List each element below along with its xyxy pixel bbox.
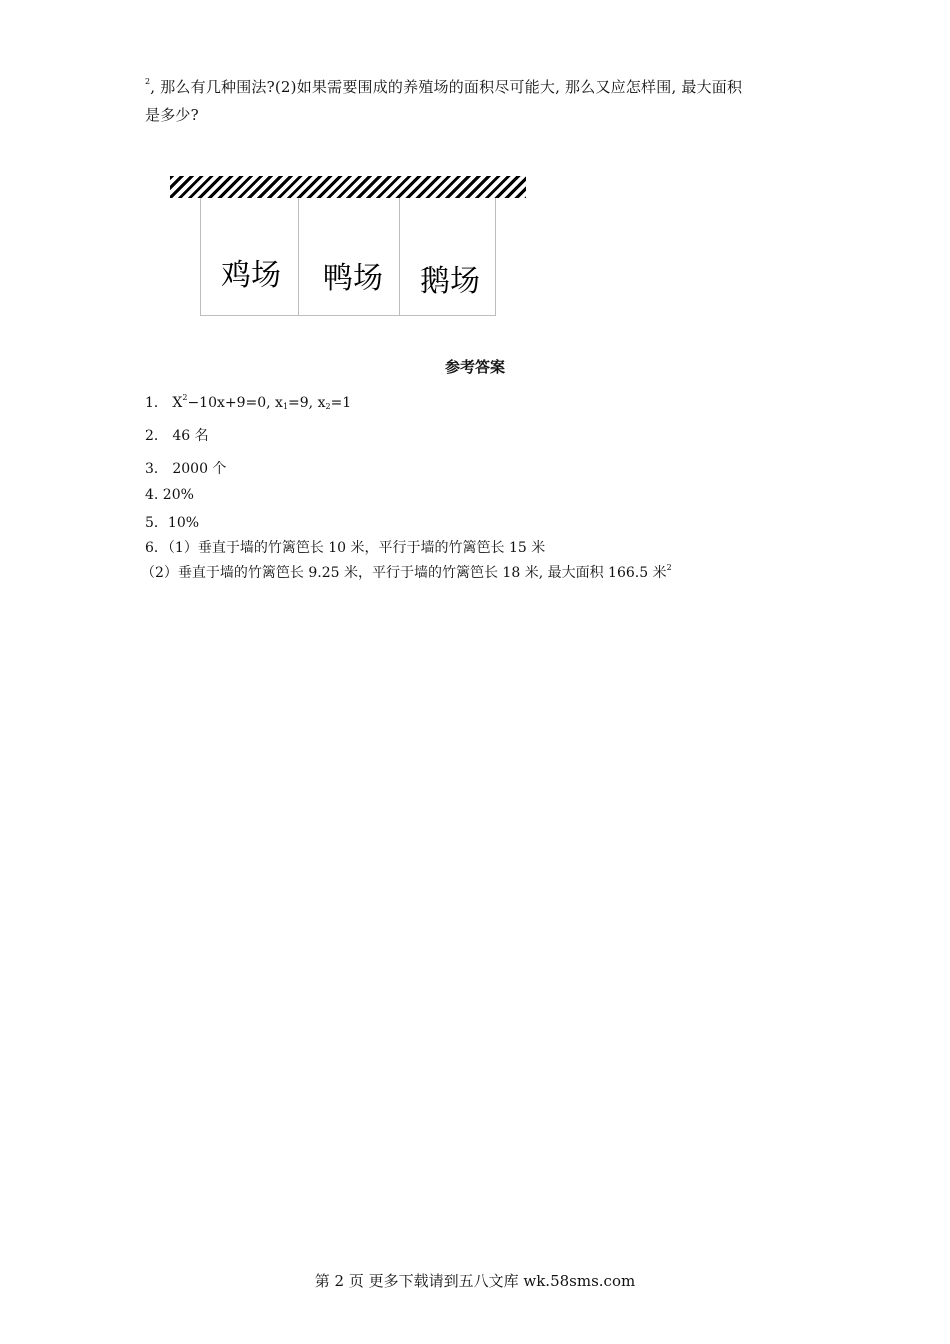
question-line-1: , 那么有几种围法?(2)如果需要围成的养殖场的面积尽可能大, 那么又应怎样围, 最大面积 bbox=[150, 78, 743, 96]
pen-label-chicken: 鸡场 bbox=[221, 258, 281, 293]
pen-label-duck: 鸭场 bbox=[323, 261, 383, 296]
pen-duck bbox=[299, 198, 400, 315]
pens-diagram bbox=[200, 198, 496, 316]
question-line-2: 是多少? bbox=[145, 106, 199, 124]
answers-title: 参考答案 bbox=[444, 358, 505, 376]
answer-1-eq-c: =9, x bbox=[288, 395, 326, 411]
answer-6-part-2-text: （2）垂直于墙的竹篱笆长 9.25 米，平行于墙的竹篱笆长 18 米, 最大面积 166.5 米 bbox=[141, 565, 667, 581]
pen-chicken bbox=[201, 198, 299, 315]
pen-goose bbox=[400, 198, 497, 315]
answer-1-eq-a: X bbox=[172, 395, 183, 411]
page-footer: 第 2 页 更多下载请到五八文库 wk.58sms.com bbox=[314, 1272, 636, 1290]
question-text bbox=[145, 68, 825, 129]
wall-hatch bbox=[170, 176, 526, 198]
answer-1 bbox=[145, 392, 351, 412]
answer-5: 5．10% bbox=[145, 515, 200, 531]
answer-6-part-2 bbox=[141, 562, 672, 582]
answer-2: 2． 46 名 bbox=[145, 428, 209, 444]
superscript-2: 2 bbox=[145, 77, 151, 86]
answer-1-number: 1． bbox=[145, 395, 168, 411]
answer-1-eq-b: −10x+9=0, x bbox=[187, 395, 283, 411]
answer-6-part-1: 6．（1）垂直于墙的竹篱笆长 10 米，平行于墙的竹篱笆长 15 米 bbox=[145, 540, 546, 556]
answer-1-sub1: 1 bbox=[282, 402, 289, 411]
pen-label-goose: 鹅场 bbox=[420, 264, 480, 299]
answer-3: 3． 2000 个 bbox=[145, 461, 227, 477]
answer-6-part-2-sup: 2 bbox=[666, 563, 672, 572]
answer-1-eq-d: =1 bbox=[330, 395, 352, 411]
answer-1-sub2: 2 bbox=[325, 402, 331, 411]
answer-4: 4. 20% bbox=[145, 487, 194, 503]
answer-1-sup: 2 bbox=[182, 393, 188, 402]
